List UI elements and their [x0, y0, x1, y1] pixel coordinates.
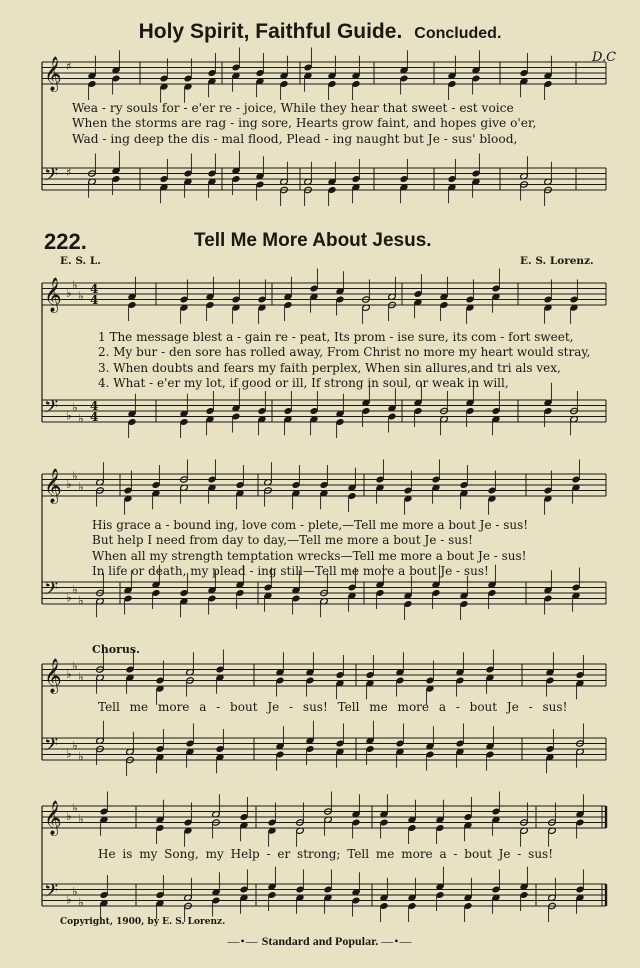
- footer-title: Standard and Popular.: [261, 934, 379, 948]
- verse-line: 3. When doubts and fears my faith perplex, When sin allures,and tri als vex,: [98, 360, 561, 375]
- bass-clef: 𝄢: [44, 396, 59, 422]
- flat-sign: ♭: [78, 749, 84, 764]
- time-signature-bottom: 4: [90, 293, 99, 307]
- flat-sign: ♭: [72, 738, 78, 753]
- time-signature-top: 4: [90, 282, 99, 296]
- chorus-line-2: He is my Song, my Help - er strong; Tell me more a - bout Je - sus!: [98, 847, 554, 861]
- flat-sign: ♭: [78, 411, 84, 426]
- bass-clef: 𝄢: [44, 734, 59, 760]
- flat-sign: ♭: [66, 809, 72, 823]
- verse-line: His grace a - bound ing, love com - plete,—Tell me more a bout Je - sus!: [92, 518, 529, 532]
- flat-sign: ♭: [66, 667, 72, 681]
- flat-sign: ♭: [72, 582, 78, 597]
- ornament-right: —•—: [381, 934, 413, 948]
- flat-sign: ♭: [66, 286, 72, 300]
- treble-clef: 𝄞: [44, 800, 62, 836]
- flat-sign: ♭: [66, 590, 72, 605]
- flat-sign: ♭: [78, 669, 84, 684]
- chorus-label: Chorus.: [92, 643, 140, 656]
- sharp-sign: ♯: [66, 165, 72, 179]
- flat-sign: ♭: [72, 400, 78, 415]
- verses-block-2: [92, 518, 528, 579]
- treble-clef: 𝄞: [44, 277, 62, 313]
- composer-credit: E. S. Lorenz.: [520, 255, 594, 267]
- lyric-line: Wea - ry souls for - e'er re - joice, While they hear that sweet - est voice: [72, 101, 514, 115]
- author-credit: E. S. L.: [60, 255, 101, 267]
- flat-sign: ♭: [78, 288, 84, 303]
- dc-mark: D.C: [592, 50, 617, 65]
- verse-line: 4. What - e'er my lot, if good or ill, If strong in soul, or weak in will,: [98, 375, 509, 390]
- continued-hymn-header: [0, 20, 640, 44]
- flat-sign: ♭: [78, 479, 84, 494]
- time-signature-top: 4: [90, 399, 99, 413]
- flat-sign: ♭: [78, 811, 84, 826]
- chorus-line-1: Tell me more a - bout Je - sus! Tell me more a - bout Je - sus!: [98, 700, 568, 714]
- flat-sign: ♭: [78, 593, 84, 608]
- bass-clef: 𝄢: [44, 578, 59, 604]
- flat-sign: ♭: [72, 277, 78, 292]
- flat-sign: ♭: [72, 800, 78, 815]
- flat-sign: ♭: [72, 658, 78, 673]
- copyright-notice: Copyright, 1900, by E. S. Lorenz.: [60, 917, 226, 927]
- treble-clef: 𝄞: [44, 468, 62, 504]
- ornament-left: —•—: [227, 934, 259, 948]
- bass-clef: 𝄢: [44, 880, 59, 906]
- hymn-title: Tell Me More About Jesus.: [194, 230, 432, 251]
- flat-sign: ♭: [78, 895, 84, 910]
- lyric-line: When the storms are rag - ing sore, Hearts grow faint, and hopes give o'er,: [72, 116, 537, 131]
- verse-line: When all my strength temptation wrecks—Tell me more a bout Je - sus!: [92, 548, 527, 563]
- flat-sign: ♭: [66, 746, 72, 761]
- sharp-sign: ♯: [66, 59, 72, 73]
- page-footer: [0, 934, 640, 949]
- verse-line: 2. My bur - den sore has rolled away, From Christ no more my heart would stray,: [98, 345, 591, 360]
- verse-line: In life or death, my plead - ing still—Tell me more a bout Je - sus!: [92, 563, 489, 578]
- lyric-line: Wad - ing deep the dis - mal flood, Plead - ing naught but Je - sus' blood,: [72, 131, 518, 146]
- flat-sign: ♭: [72, 884, 78, 899]
- verse-line: 1 The message blest a - gain re - peat, Its prom - ise sure, its com - fort sweet,: [98, 330, 574, 344]
- treble-clef: 𝄞: [44, 56, 62, 92]
- time-signature-bottom: 4: [90, 410, 99, 424]
- continued-hymn-lyrics: [72, 101, 536, 147]
- verses-block-1: [98, 330, 590, 391]
- flat-sign: ♭: [66, 477, 72, 491]
- flat-sign: ♭: [66, 408, 72, 423]
- hymn-number: 222.: [44, 229, 87, 254]
- verse-line: But help I need from day to day,—Tell me more a bout Je - sus!: [92, 533, 473, 548]
- treble-clef: 𝄞: [44, 658, 62, 694]
- flat-sign: ♭: [72, 468, 78, 483]
- flat-sign: ♭: [66, 892, 72, 907]
- bass-clef: 𝄢: [44, 164, 59, 190]
- concluded-label: Concluded.: [414, 25, 502, 42]
- continued-hymn-title: Holy Spirit, Faithful Guide.: [138, 20, 403, 43]
